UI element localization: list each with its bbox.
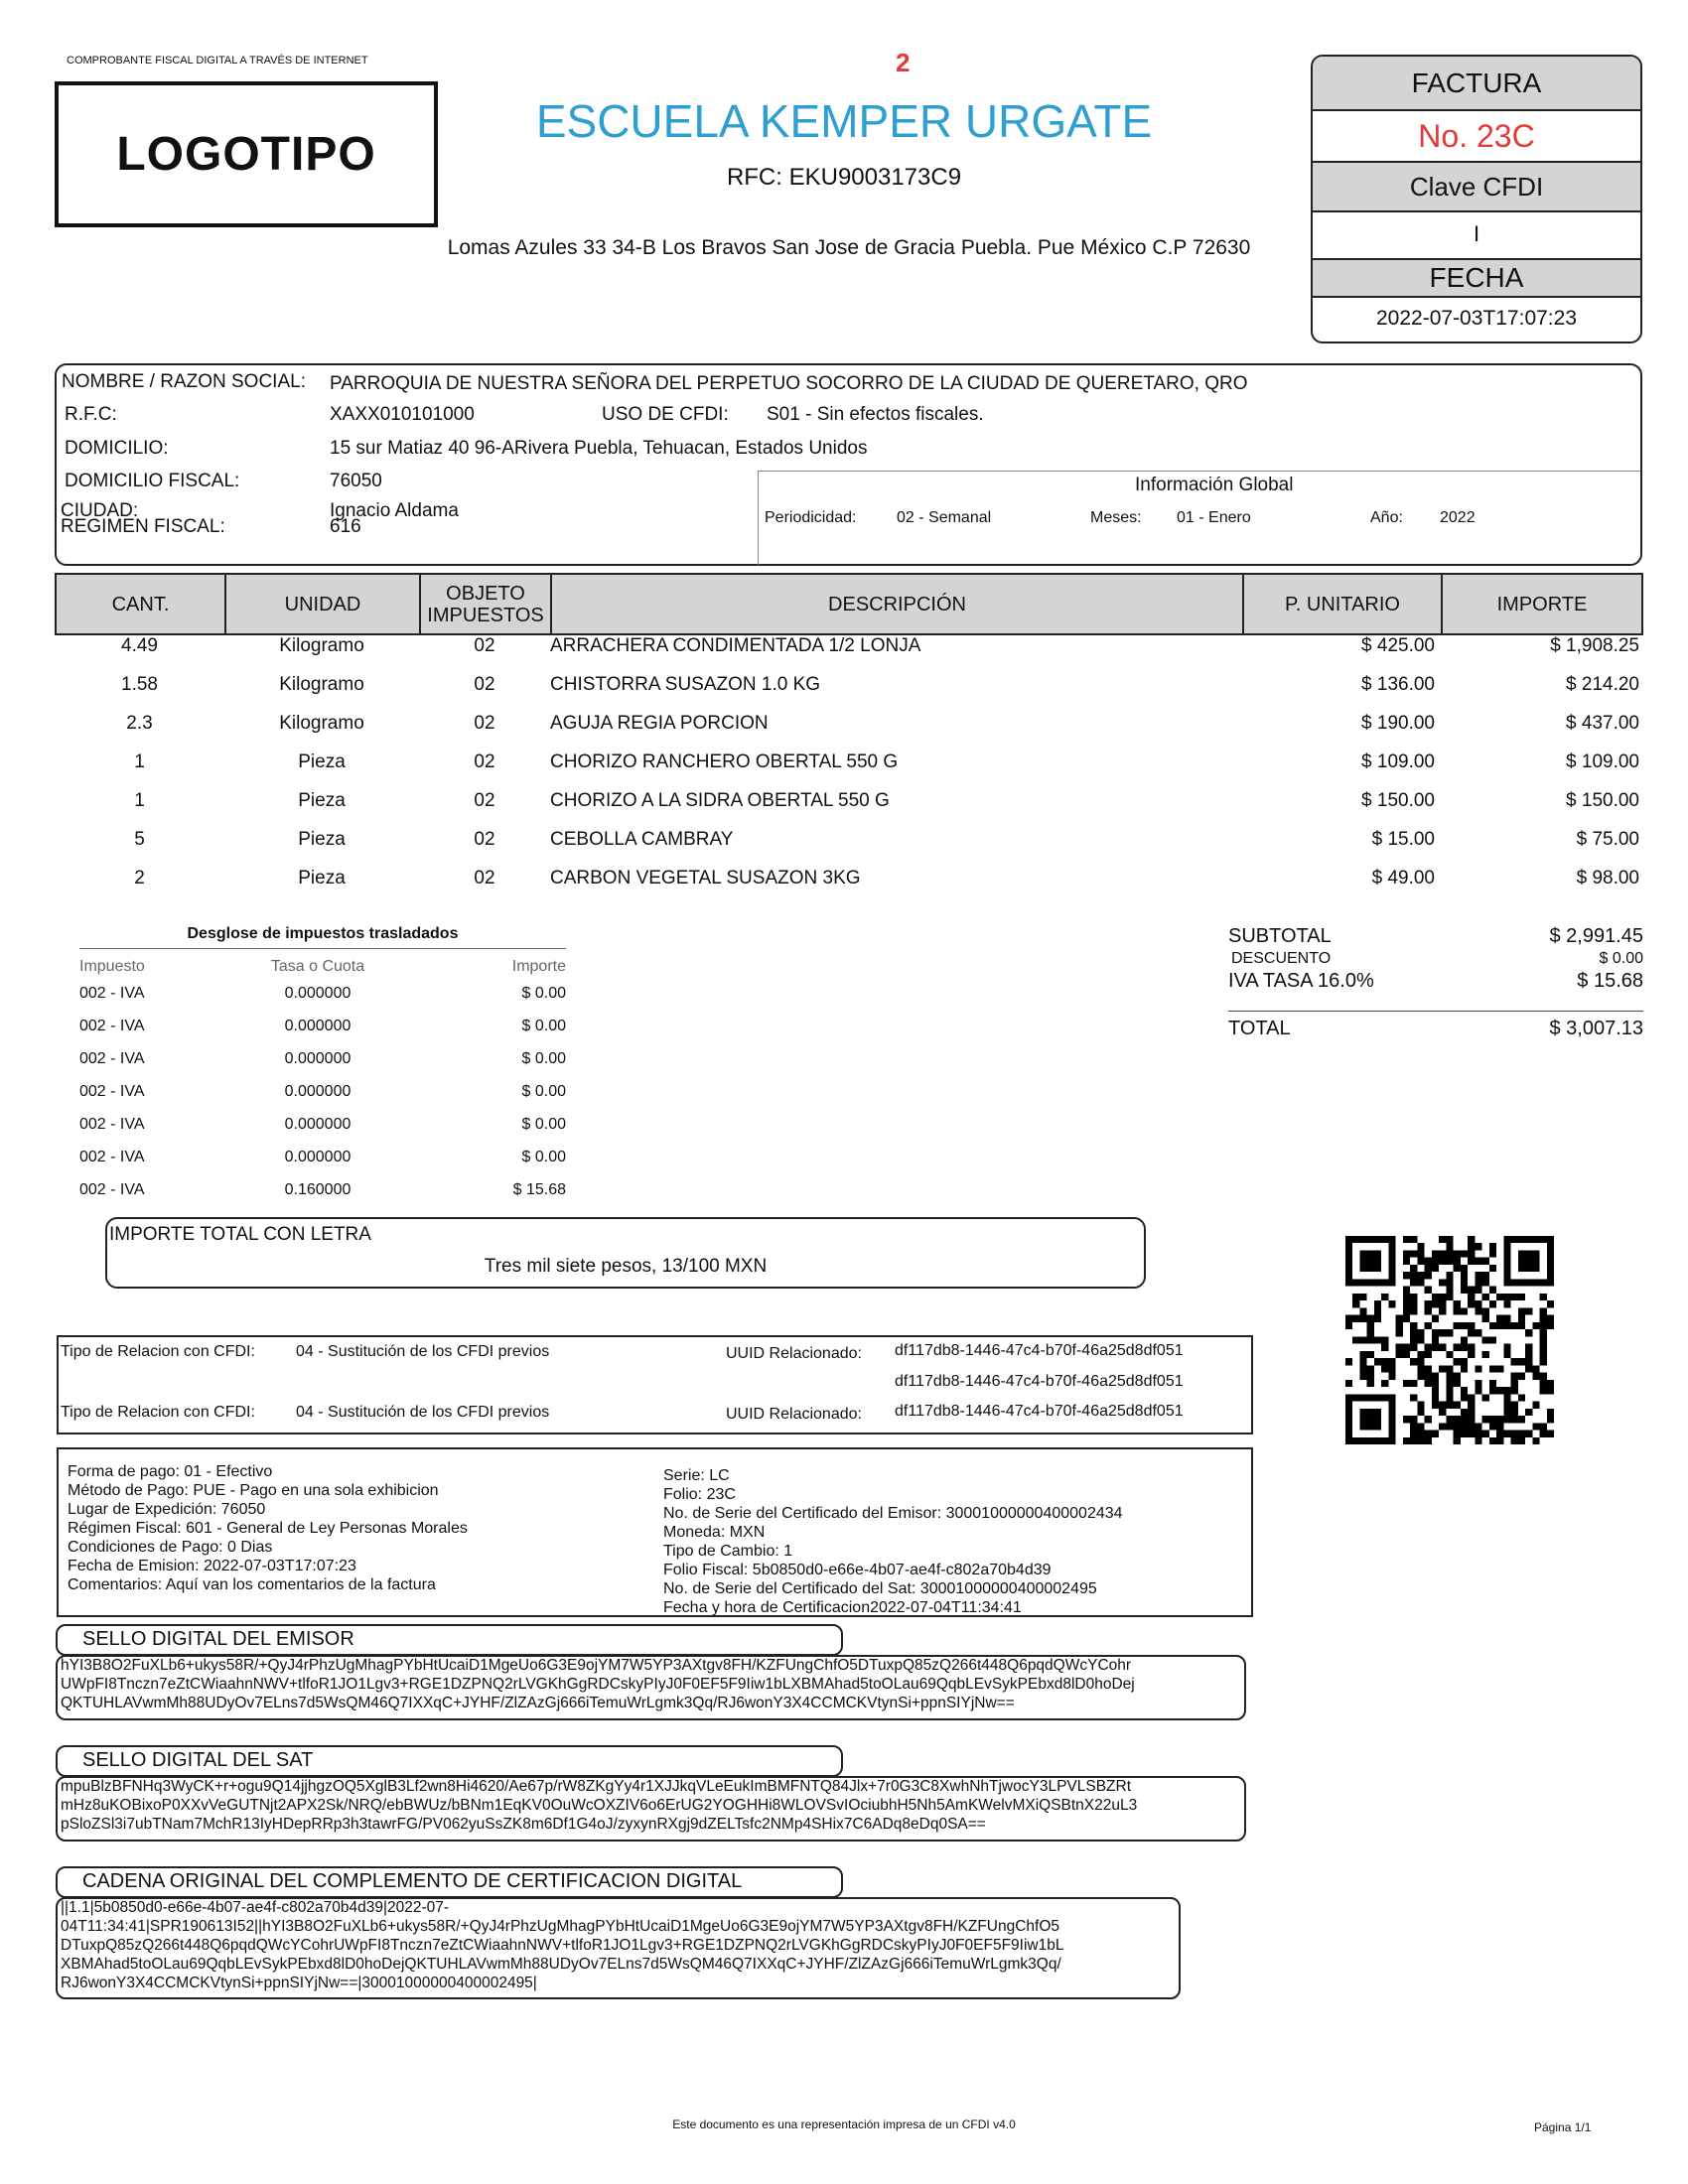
cadena-line: DTuxpQ85zQ266t448Q6pqdQWcYCohrUWpFI8Tnczn7eZtCWiaahnNWV+tlfoR1JO1Lgv3+RGE1DZPNQ2rLVGKhGgRDCskyPIyJ0F0EF5F9Iiw1bL	[61, 1937, 1064, 1954]
cell-objeto: 02	[474, 829, 495, 850]
taxes-row	[79, 985, 566, 1018]
tax-name: 002 - IVA	[79, 985, 145, 1002]
cell-unidad: Pieza	[298, 751, 346, 772]
tax-amount: $ 0.00	[521, 1116, 566, 1133]
cell-descripcion: ARRACHERA CONDIMENTADA 1/2 LONJA	[550, 635, 921, 656]
domicilio-fiscal-value: 76050	[330, 471, 382, 491]
uso-cfdi-value: S01 - Sin efectos fiscales.	[767, 404, 984, 425]
cell-unidad: Kilogramo	[279, 674, 364, 695]
sello-emisor-title: SELLO DIGITAL DEL EMISOR	[82, 1628, 354, 1650]
table-row	[55, 631, 1643, 670]
uuid-label: UUID Relacionado:	[726, 1345, 862, 1362]
company-address: Lomas Azules 33 34-B Los Bravos San Jose de Gracia Puebla. Pue México C.P 72630	[447, 236, 1251, 259]
taxes-row	[79, 1181, 566, 1214]
table-row	[55, 786, 1643, 825]
sello-emisor-text	[61, 1656, 1135, 1712]
taxes-row	[79, 1050, 566, 1083]
tax-rate: 0.000000	[284, 1116, 352, 1133]
uuid-value: df117db8-1446-47c4-b70f-46a25d8df051	[895, 1373, 1184, 1390]
footer-note: Este documento es una representación impresa de un CFDI v4.0	[672, 2117, 1016, 2131]
cell-unidad: Pieza	[298, 790, 346, 811]
taxes-title: Desglose de impuestos trasladados	[187, 925, 459, 942]
cadena-title: CADENA ORIGINAL DEL COMPLEMENTO DE CERTIFICACION DIGITAL	[82, 1870, 743, 1892]
taxes-row	[79, 1018, 566, 1050]
cell-unit-price: $ 425.00	[1361, 635, 1435, 656]
cell-importe: $ 98.00	[1576, 868, 1639, 888]
client-name-value: PARROQUIA DE NUESTRA SEÑORA DEL PERPETUO SOCORRO DE LA CIUDAD DE QUERETARO, QRO	[330, 373, 1248, 394]
cadena-line: 04T11:34:41|SPR190613I52||hYI3B8O2FuXLb6+ukys58R/+QyJ4rPhzUgMhagPYbHtUcaiD1MgeUo6G3E9ojYM7W5YP3AXtgv8FH/KZFUngChfO5	[61, 1918, 1060, 1935]
cell-objeto: 02	[474, 868, 495, 888]
serie: Serie: LC	[663, 1467, 730, 1484]
condiciones-pago: Condiciones de Pago: 0 Dias	[68, 1539, 273, 1556]
payment-info-left	[68, 1462, 468, 1594]
sello-sat-text	[61, 1777, 1137, 1834]
domicilio-fiscal-label: DOMICILIO FISCAL:	[65, 471, 240, 491]
relation-tipo-label: Tipo de Relacion con CFDI:	[61, 1343, 255, 1360]
cell-objeto: 02	[474, 674, 495, 695]
taxes-col-impuesto: Impuesto	[79, 958, 145, 975]
cadena-line: RJ6wonY3X4CCMCKVtynSi+ppnSIYjNw==|30001000000400002495|	[61, 1975, 537, 1991]
footer-page: Página 1/1	[1534, 2120, 1592, 2134]
iva-value: $ 15.68	[1577, 970, 1643, 992]
logo-box	[55, 81, 438, 227]
invoice-type-label: FACTURA	[1313, 57, 1640, 111]
comentarios: Comentarios: Aquí van los comentarios de la factura	[68, 1576, 436, 1593]
items-table-header	[55, 573, 1643, 635]
taxes-col-tasa: Tasa o Cuota	[270, 958, 365, 975]
cell-cant: 2	[134, 868, 145, 888]
forma-pago: Forma de pago: 01 - Efectivo	[68, 1463, 273, 1480]
invoice-box	[1311, 55, 1642, 343]
sello-sat-line: mpuBlzBFNHq3WyCK+r+ogu9Q14jjhgzOQ5XglB3Lf2wn8Hi4620/Ae67p/rW8ZKgYy4r1XJJkqVLeEukImBMFNTQ84Jlx+7r0G3C8XwhNhTjwocY3LPVLSBZRt	[61, 1778, 1132, 1795]
anio-value: 2022	[1440, 509, 1476, 526]
tax-amount: $ 0.00	[521, 1149, 566, 1165]
taxes-row	[79, 1083, 566, 1116]
col-importe: IMPORTE	[1496, 593, 1588, 615]
cell-descripcion: CHISTORRA SUSAZON 1.0 KG	[550, 674, 821, 695]
col-cant: CANT.	[57, 575, 226, 633]
col-objeto: OBJETO IMPUESTOS	[421, 575, 552, 633]
cell-cant: 4.49	[121, 635, 158, 656]
sello-emisor-line: UWpFI8Tnczn7eZtCWiaahnNWV+tlfoR1JO1Lgv3+RGE1DZPNQ2rLVGKhGgRDCskyPIyJ0F0EF5F9Iiw1bLXBMAhad5toOLau69QqbLEvSykPEbxd8lD0hoDej	[61, 1676, 1135, 1693]
moneda: Moneda: MXN	[663, 1524, 766, 1541]
descuento-label: DESCUENTO	[1231, 950, 1332, 967]
payment-info-right	[663, 1466, 1123, 1617]
amount-words-label: IMPORTE TOTAL CON LETRA	[109, 1224, 371, 1245]
cell-unidad: Kilogramo	[279, 635, 364, 656]
cell-objeto: 02	[474, 635, 495, 656]
cell-unit-price: $ 15.00	[1371, 829, 1435, 850]
tax-rate: 0.000000	[284, 1149, 352, 1165]
global-info-title: Información Global	[1135, 475, 1294, 495]
tax-amount: $ 0.00	[521, 985, 566, 1002]
cell-cant: 1.58	[121, 674, 158, 695]
relation-tipo-value: 04 - Sustitución de los CFDI previos	[296, 1404, 550, 1421]
tax-amount: $ 0.00	[521, 1083, 566, 1100]
tax-name: 002 - IVA	[79, 1181, 145, 1198]
sello-emisor-line: QKTUHLAVwmMh88UDyOv7ELns7d5WsQM46Q7IXXqC+JYHF/ZlZAzGj666iTemuWrLgmk3Qq/RJ6wonY3X4CCMCKVtynSi+ppnSIYjNw==	[61, 1695, 1015, 1711]
cell-objeto: 02	[474, 751, 495, 772]
domicilio-label: DOMICILIO:	[65, 438, 169, 459]
regimen-fiscal-emisor: Régimen Fiscal: 601 - General de Ley Personas Morales	[68, 1520, 468, 1537]
clave-value: I	[1473, 221, 1480, 246]
table-row	[55, 825, 1643, 864]
date-label: FECHA	[1313, 258, 1640, 298]
clave-label: Clave CFDI	[1313, 161, 1640, 212]
taxes-row	[79, 1116, 566, 1149]
cell-unidad: Kilogramo	[279, 713, 364, 734]
sello-sat-line: pSloZSl3i7ubTNam7MchR13IyHDepRRp3h3tawrFG/PV062yuSsZK8m6Df1G4oJ/zyxynRXgj9dZELTsfc2NMp4SHix7C6ADq8eDq0SA==	[61, 1816, 986, 1833]
tax-rate: 0.000000	[284, 985, 352, 1002]
cell-cant: 1	[134, 751, 145, 772]
tax-rate: 0.000000	[284, 1083, 352, 1100]
relation-tipo-label: Tipo de Relacion con CFDI:	[61, 1404, 255, 1421]
cell-descripcion: CHORIZO RANCHERO OBERTAL 550 G	[550, 751, 899, 772]
taxes-col-importe: Importe	[511, 958, 566, 975]
col-p-unitario: P. UNITARIO	[1244, 575, 1443, 633]
cell-importe: $ 214.20	[1566, 674, 1639, 695]
cell-unit-price: $ 136.00	[1361, 674, 1435, 695]
table-row	[55, 864, 1643, 902]
cell-cant: 5	[134, 829, 145, 850]
meses-label: Meses:	[1090, 509, 1142, 526]
cell-descripcion: CARBON VEGETAL SUSAZON 3KG	[550, 868, 861, 888]
cell-importe: $ 75.00	[1576, 829, 1639, 850]
meses-value: 01 - Enero	[1177, 509, 1251, 526]
total-value: $ 3,007.13	[1549, 1018, 1643, 1039]
company-rfc: RFC: EKU9003173C9	[726, 164, 962, 191]
taxes-title-underline	[79, 948, 566, 949]
uuid-value: df117db8-1446-47c4-b70f-46a25d8df051	[895, 1403, 1184, 1420]
cell-descripcion: AGUJA REGIA PORCION	[550, 713, 769, 734]
client-rfc-value: XAXX010101000	[330, 404, 475, 425]
cell-objeto: 02	[474, 713, 495, 734]
metodo-pago: Método de Pago: PUE - Pago en una sola exhibicion	[68, 1482, 439, 1499]
cadena-text	[61, 1898, 1063, 1992]
copy-number: 2	[896, 48, 911, 77]
client-rfc-label: R.F.C:	[65, 404, 117, 425]
fecha-certificacion: Fecha y hora de Certificacion2022-07-04T11:34:41	[663, 1599, 1022, 1616]
uuid-label: UUID Relacionado:	[726, 1406, 862, 1423]
periodicidad-value: 02 - Semanal	[897, 509, 992, 526]
table-row	[55, 748, 1643, 786]
cell-unidad: Pieza	[298, 829, 346, 850]
totals-divider	[1228, 1011, 1643, 1012]
fecha-emision: Fecha de Emision: 2022-07-03T17:07:23	[68, 1558, 356, 1574]
cell-objeto: 02	[474, 790, 495, 811]
tax-rate: 0.160000	[284, 1181, 352, 1198]
date-value: 2022-07-03T17:07:23	[1376, 307, 1577, 330]
cell-cant: 1	[134, 790, 145, 811]
table-row	[55, 709, 1643, 748]
cell-importe: $ 437.00	[1566, 713, 1639, 734]
certificado-sat: No. de Serie del Certificado del Sat: 30001000000400002495	[663, 1580, 1097, 1597]
domicilio-value: 15 sur Matiaz 40 96-ARivera Puebla, Tehuacan, Estados Unidos	[330, 438, 868, 459]
company-name: ESCUELA KEMPER URGATE	[535, 95, 1153, 147]
cell-importe: $ 150.00	[1566, 790, 1639, 811]
invoice-number: No. 23C	[1418, 118, 1535, 154]
cell-importe: $ 1,908.25	[1550, 635, 1639, 656]
cell-descripcion: CHORIZO A LA SIDRA OBERTAL 550 G	[550, 790, 890, 811]
col-unidad: UNIDAD	[226, 575, 421, 633]
cell-unidad: Pieza	[298, 868, 346, 888]
total-label: TOTAL	[1228, 1018, 1291, 1039]
sello-sat-title: SELLO DIGITAL DEL SAT	[82, 1749, 314, 1771]
table-row	[55, 670, 1643, 709]
logo-text: LOGOTIPO	[116, 128, 376, 181]
tax-rate: 0.000000	[284, 1018, 352, 1034]
cell-descripcion: CEBOLLA CAMBRAY	[550, 829, 734, 850]
sello-emisor-line: hYI3B8O2FuXLb6+ukys58R/+QyJ4rPhzUgMhagPYbHtUcaiD1MgeUo6G3E9ojYM7W5YP3AXtgv8FH/KZFUngChfO5DTuxpQ85zQ266t448Q6pqdQWcYCohr	[61, 1657, 1132, 1674]
lugar-expedicion: Lugar de Expedición: 76050	[68, 1501, 266, 1518]
folio: Folio: 23C	[663, 1486, 736, 1503]
tax-name: 002 - IVA	[79, 1018, 145, 1034]
regimen-label: REGIMEN FISCAL:	[61, 516, 225, 537]
cell-unit-price: $ 109.00	[1361, 751, 1435, 772]
cadena-line: XBMAhad5toOLau69QqbLEvSykPEbxd8lD0hoDejQKTUHLAVwmMh88UDyOv7ELns7d5WsQM46Q7IXXqC+JYHF/ZlZAzGj666iTemuWrLgmk3Qq/	[61, 1956, 1061, 1973]
cell-cant: 2.3	[126, 713, 153, 734]
uso-cfdi-label: USO DE CFDI:	[602, 404, 729, 425]
relation-tipo-value: 04 - Sustitución de los CFDI previos	[296, 1343, 550, 1360]
regimen-value: 616	[330, 516, 361, 537]
tax-name: 002 - IVA	[79, 1050, 145, 1067]
tipo-cambio: Tipo de Cambio: 1	[663, 1543, 793, 1560]
anio-label: Año:	[1370, 509, 1403, 526]
taxes-row	[79, 1149, 566, 1181]
tax-amount: $ 15.68	[512, 1181, 566, 1198]
sello-sat-line: mHz8uKOBixoP0XXvVeGUTNjt2APX2Sk/NRQ/ebBWUz/bBNm1EqKV0OuWcOXZIV6o6ErUG2YOGHHi8WLOVSvIOciubhH5Nh5AmKWelvMXiQSBtnX22uL3	[61, 1797, 1138, 1814]
cell-unit-price: $ 150.00	[1361, 790, 1435, 811]
tax-rate: 0.000000	[284, 1050, 352, 1067]
iva-label: IVA TASA 16.0%	[1228, 970, 1374, 992]
tax-name: 002 - IVA	[79, 1116, 145, 1133]
subtotal-label: SUBTOTAL	[1228, 925, 1332, 947]
ciudad-value: Ignacio Aldama	[330, 500, 459, 521]
tax-amount: $ 0.00	[521, 1018, 566, 1034]
top-note: COMPROBANTE FISCAL DIGITAL A TRAVÉS DE INTERNET	[67, 55, 368, 67]
tax-amount: $ 0.00	[521, 1050, 566, 1067]
ciudad-label: CIUDAD:	[61, 500, 139, 521]
periodicidad-label: Periodicidad:	[765, 509, 857, 526]
amount-words-value: Tres mil siete pesos, 13/100 MXN	[484, 1256, 768, 1277]
subtotal-value: $ 2,991.45	[1549, 925, 1643, 947]
tax-name: 002 - IVA	[79, 1083, 145, 1100]
certificado-emisor: No. de Serie del Certificado del Emisor: 30001000000400002434	[663, 1505, 1123, 1522]
tax-name: 002 - IVA	[79, 1149, 145, 1165]
col-descripcion: DESCRIPCIÓN	[552, 575, 1244, 633]
cell-importe: $ 109.00	[1566, 751, 1639, 772]
uuid-value: df117db8-1446-47c4-b70f-46a25d8df051	[895, 1342, 1184, 1359]
cell-unit-price: $ 49.00	[1371, 868, 1435, 888]
cell-unit-price: $ 190.00	[1361, 713, 1435, 734]
folio-fiscal: Folio Fiscal: 5b0850d0-e66e-4b07-ae4f-c802a70b4d39	[663, 1562, 1052, 1578]
cadena-line: ||1.1|5b0850d0-e66e-4b07-ae4f-c802a70b4d39|2022-07-	[61, 1899, 450, 1916]
descuento-value: $ 0.00	[1599, 950, 1643, 967]
qr-code-icon	[1345, 1236, 1554, 1444]
client-name-label: NOMBRE / RAZON SOCIAL:	[62, 371, 306, 392]
